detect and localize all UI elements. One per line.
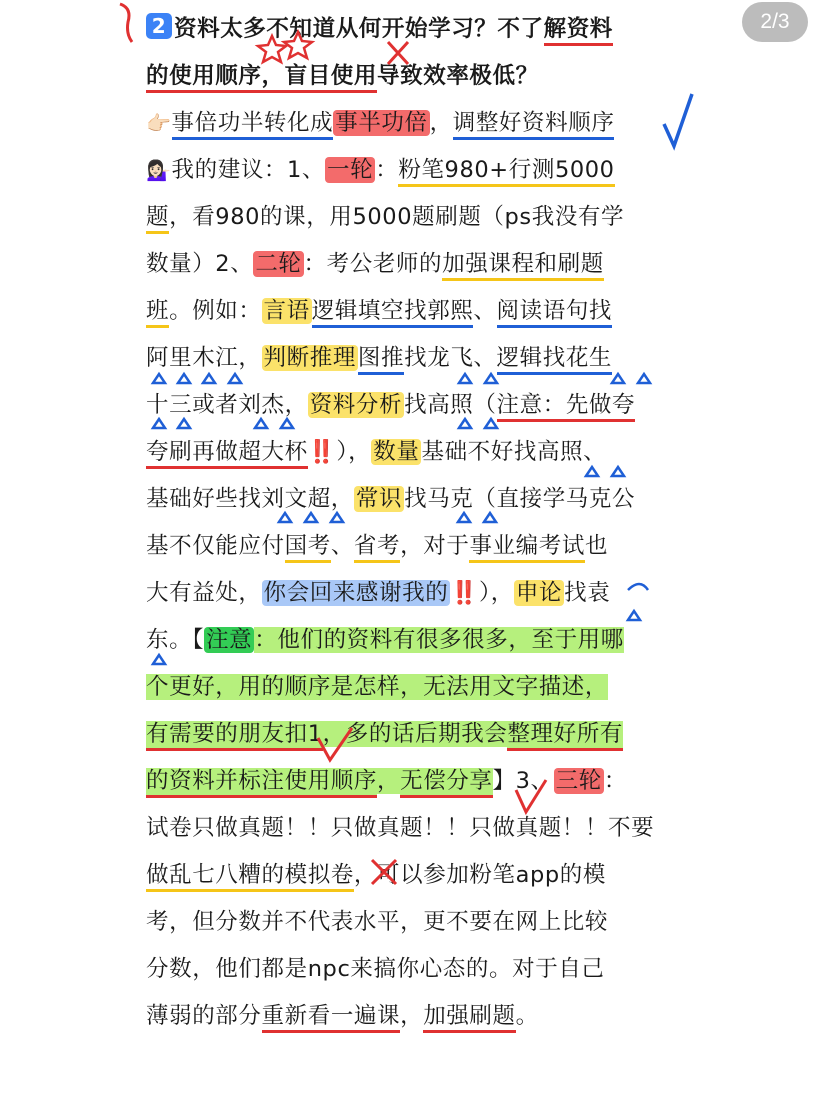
text-run: 大有益处，: [146, 580, 262, 606]
text-run: 分数，他们都是npc来搞你心态的。对于自己: [146, 956, 605, 982]
underlined-phrase: 班: [146, 298, 169, 328]
pointing-hand-icon: 👉🏻: [146, 111, 172, 135]
underlined-phrase: 盲目使用: [285, 63, 377, 93]
text-line: [146, 758, 686, 805]
highlighted-phrase: 二轮: [255, 251, 302, 277]
highlighted-phrase: 数量: [373, 439, 420, 465]
text-line: [146, 100, 686, 147]
text-run: 。例如：: [169, 298, 262, 324]
highlighted-phrase: 注意: [206, 627, 253, 653]
text-run: 我的建议：1、: [171, 157, 326, 183]
text-run: ），: [478, 580, 514, 606]
text-run: ，: [429, 110, 453, 136]
highlighted-phrase: 你会回来感谢我的: [263, 580, 449, 606]
highlighted-phrase: 三轮: [555, 768, 602, 794]
underlined-phrase: 重新看一遍课: [262, 1003, 401, 1033]
text-run: 也: [584, 533, 609, 559]
heading-line-2: [146, 53, 686, 100]
highlighted-phrase: 整理好所有: [507, 721, 623, 751]
text-run: 、: [330, 533, 354, 559]
text-line: [146, 664, 686, 711]
text-line: [146, 241, 686, 288]
text-run: ：: [603, 768, 627, 794]
underlined-phrase: 粉笔980+行测5000: [398, 157, 614, 187]
underlined-phrase: 注意：先做夸: [497, 392, 636, 422]
underlined-phrase: 的使用顺序，: [146, 63, 285, 93]
highlighted-phrase: 常识: [355, 486, 403, 512]
text-run: 找袁: [564, 580, 611, 606]
text-line: [146, 993, 686, 1040]
text-line: [146, 147, 686, 194]
underlined-phrase: 加强课程和刷题: [442, 251, 604, 281]
text-line: [146, 899, 686, 946]
bracket-mark-icon: [120, 4, 132, 42]
text-run: ，对于: [400, 533, 470, 559]
text-run: 】3、: [492, 768, 554, 794]
highlighted-phrase: 资料分析: [309, 392, 403, 418]
highlighted-phrase: ，: [377, 768, 401, 794]
underlined-phrase: 题: [146, 204, 169, 234]
text-run: ，: [400, 1003, 424, 1029]
underlined-phrase: 调整好资料顺序: [453, 110, 615, 140]
highlighted-phrase: ：他们的资料有很多很多，至于用哪: [254, 627, 624, 653]
text-line: [146, 805, 686, 852]
text-run: 导致效率极低？: [377, 63, 539, 89]
text-line: [146, 570, 686, 617]
text-run: 、: [473, 298, 497, 324]
text-run: 数量）2、: [146, 251, 254, 277]
text-run: ，: [238, 345, 262, 371]
woman-tipping-hand-icon: 💁🏻‍♀️: [146, 158, 172, 182]
text-run: ，看980的课，用5000题刷题（ps我没有学: [169, 204, 625, 230]
underlined-phrase: 做乱七八糟的模拟卷: [146, 862, 354, 892]
underlined-phrase: 图推: [358, 345, 404, 375]
text-run: 东。【: [146, 627, 205, 653]
highlighted-phrase: 的资料并标注使用顺序: [146, 768, 377, 798]
text-run: 阿里木江: [146, 345, 239, 371]
text-run: 资料太多不知道从何开始学习？不了: [174, 16, 544, 42]
page-indicator: 2/3: [742, 2, 808, 42]
text-run: 找龙飞、: [404, 345, 497, 371]
text-run: 薄弱的部分: [146, 1003, 262, 1029]
underlined-phrase: 阅读语句找: [497, 298, 613, 328]
highlighted-phrase: 一轮: [327, 157, 374, 183]
text-line: [146, 523, 686, 570]
text-line: [146, 711, 686, 758]
underlined-phrase: 逻辑找花生: [497, 345, 613, 375]
text-run: 基础好些找刘文超，: [146, 486, 354, 512]
text-line: [146, 476, 686, 523]
underlined-phrase: 逻辑填空找郭熙: [312, 298, 474, 328]
highlighted-phrase: 言语: [263, 298, 310, 324]
text-run: 找高照（: [404, 392, 497, 418]
text-line: [146, 194, 686, 241]
heading-line-1: [146, 6, 686, 53]
text-line: [146, 382, 686, 429]
text-run: 十三或者刘杰，: [146, 392, 308, 418]
underlined-phrase: 国考: [285, 533, 331, 563]
underlined-phrase: 解资料: [544, 16, 613, 46]
highlighted-phrase: 有需要的朋友扣1: [146, 721, 323, 751]
text-run: ，可以参加粉笔app的模: [353, 862, 606, 888]
underlined-phrase: 事倍功半转化成: [172, 110, 334, 140]
highlighted-phrase: 个更好，用的顺序是怎样，无法用文字描述，: [146, 674, 609, 700]
text-run: 考，但分数并不代表水平，更不要在网上比较: [146, 909, 609, 935]
text-run: 。: [515, 1003, 539, 1029]
underlined-phrase: 夸刷再做超大杯: [146, 439, 308, 469]
text-line: [146, 288, 686, 335]
text-line: [146, 429, 686, 476]
highlighted-phrase: 无偿分享: [400, 768, 492, 798]
text-run: ），: [336, 439, 372, 465]
text-run: 试卷只做真题！！只做真题！！只做真题！！不要: [146, 815, 655, 841]
text-line: [146, 617, 686, 664]
text-line: [146, 335, 686, 382]
text-line: [146, 946, 686, 993]
text-run: 基础不好找高照、: [421, 439, 607, 465]
text-run: ：: [375, 157, 399, 183]
highlighted-phrase: 申论: [515, 580, 563, 606]
underlined-phrase: 事业编考试: [469, 533, 585, 563]
highlighted-phrase: 事半功倍: [335, 110, 428, 136]
underlined-phrase: 加强刷题: [423, 1003, 515, 1033]
double-exclamation-icon: ‼️: [307, 439, 337, 465]
text-line: [146, 852, 686, 899]
highlighted-phrase: 判断推理: [263, 345, 356, 371]
note-body: [146, 6, 686, 1040]
text-run: 找马克（直接学马克公: [404, 486, 636, 512]
text-run: ：考公老师的: [303, 251, 443, 277]
double-exclamation-icon: ‼️: [450, 580, 479, 606]
text-run: 基不仅能应付: [146, 533, 285, 559]
underlined-phrase: 省考: [354, 533, 400, 563]
highlighted-phrase: ，多的话后期我会: [322, 721, 508, 747]
number-badge: 2: [146, 13, 172, 39]
